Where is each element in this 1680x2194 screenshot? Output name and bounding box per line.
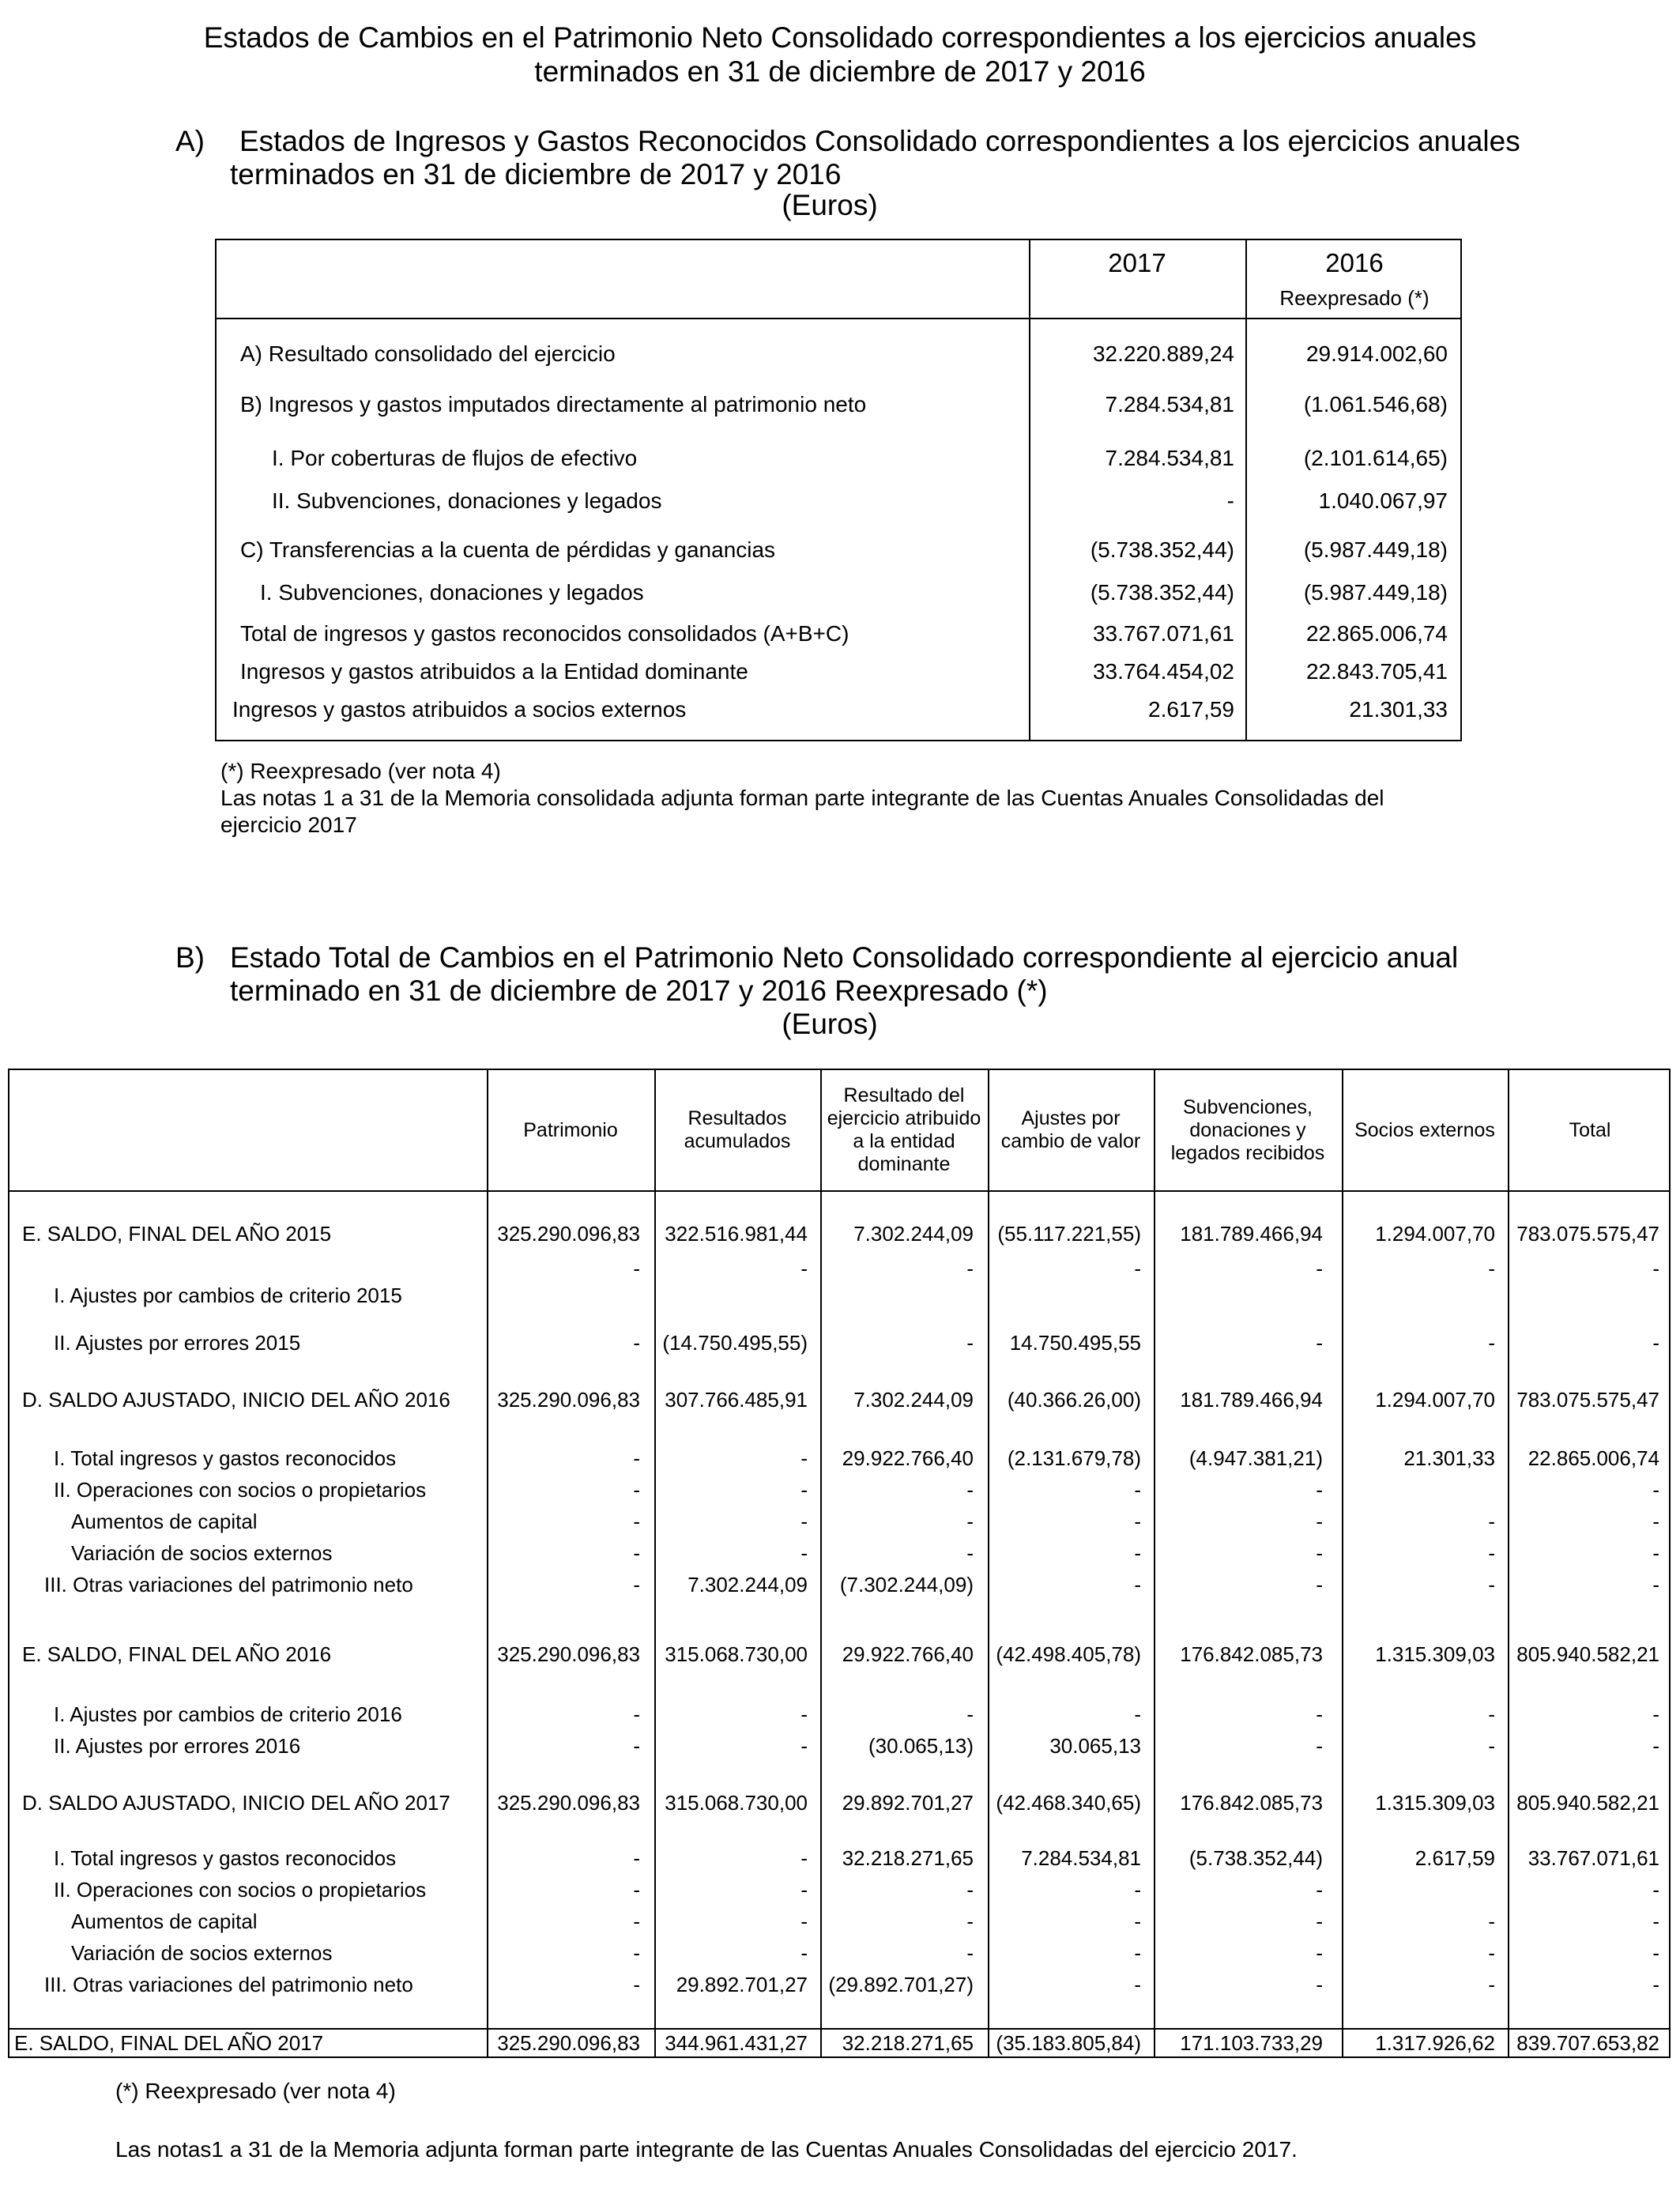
section-a-notes-line-1: Las notas 1 a 31 de la Memoria consolidada adjunta forman parte integrante de las Cuentas Anuales Consolidadas del (220, 786, 1384, 810)
row-cell: - (800, 1541, 808, 1565)
table-row (9, 1788, 1669, 1818)
row-cell: 22.865.006,74 (1527, 1446, 1659, 1470)
row-cell: 7.302.244,09 (853, 1388, 974, 1412)
section-a-restated-note: (*) Reexpresado (ver nota 4) (220, 759, 501, 783)
row-cell: - (966, 1257, 974, 1280)
row-label: I. Total ingresos y gastos reconocidos (54, 1846, 397, 1870)
row-cell: - (1316, 1510, 1323, 1533)
row-cell: 7.302.244,09 (853, 1222, 974, 1246)
row-cell: - (633, 1446, 640, 1470)
row-cell: - (966, 1541, 974, 1565)
row-label: Aumentos de capital (71, 1510, 258, 1533)
value-2016: (5.987.449,18) (1303, 537, 1448, 562)
row-cell: - (1652, 1257, 1659, 1280)
col-header-2016-restated: Reexpresado (*) (1279, 286, 1430, 310)
table-row (9, 1938, 1669, 1968)
table-row (217, 618, 1460, 650)
row-label: Ingresos y gastos atribuidos a la Entidad dominante (240, 659, 748, 684)
row-label: II. Operaciones con socios o propietarios (54, 1878, 427, 1902)
row-cell: - (1316, 1573, 1323, 1596)
section-b-letter: B) (175, 941, 205, 974)
row-cell: - (1316, 1909, 1323, 1933)
row-cell: - (1652, 1878, 1659, 1902)
row-cell: - (633, 1573, 640, 1596)
row-cell: - (1134, 1478, 1141, 1502)
col-header-ajustes-valor: Ajustes por cambio de valor (1000, 1107, 1141, 1152)
row-cell: 33.767.071,61 (1527, 1846, 1659, 1870)
table-row (217, 443, 1460, 474)
table-row (9, 1506, 1669, 1536)
row-cell: 32.218.271,65 (842, 1846, 974, 1870)
row-cell: - (633, 1478, 640, 1502)
row-label: III. Otras variaciones del patrimonio neto (44, 1973, 413, 1996)
section-a-heading-line-2: terminados en 31 de diciembre de 2017 y 2016 (230, 158, 842, 190)
table-row (9, 1906, 1669, 1936)
row-cell: - (633, 1331, 640, 1355)
table-row (9, 1970, 1669, 2000)
row-cell: 181.789.466,94 (1180, 1222, 1323, 1246)
row-cell: 2.617,59 (1414, 1846, 1495, 1870)
value-2016: (5.987.449,18) (1303, 580, 1448, 605)
row-cell: - (1488, 1510, 1495, 1533)
row-cell: - (1652, 1702, 1659, 1726)
value-2016: (1.061.546,68) (1303, 392, 1448, 417)
row-cell: 315.068.730,00 (665, 1642, 808, 1666)
row-cell: - (1134, 1541, 1141, 1565)
table-row (9, 2028, 1669, 2058)
value-2017: 7.284.534,81 (1105, 392, 1234, 417)
row-cell: - (1316, 1973, 1323, 1996)
row-cell: - (1316, 1734, 1323, 1758)
value-2016: 21.301,33 (1349, 697, 1448, 722)
row-cell: - (633, 1941, 640, 1965)
row-cell: 14.750.495,55 (1009, 1331, 1141, 1355)
row-cell: - (1652, 1909, 1659, 1933)
row-label: I. Ajustes por cambios de criterio 2015 (54, 1284, 402, 1307)
row-cell: - (800, 1702, 808, 1726)
table-row (217, 534, 1460, 566)
row-cell: - (800, 1478, 808, 1502)
row-cell: - (633, 1846, 640, 1870)
row-cell: - (1316, 1541, 1323, 1565)
row-cell: - (800, 1941, 808, 1965)
table-row (9, 1385, 1669, 1415)
value-2017: 33.764.454,02 (1092, 659, 1234, 684)
section-a-notes-line-2: ejercicio 2017 (220, 812, 357, 837)
row-cell: (7.302.244,09) (839, 1573, 974, 1596)
row-cell: 29.892.701,27 (676, 1973, 808, 1996)
row-cell: 307.766.485,91 (665, 1388, 808, 1412)
row-cell: - (1134, 1257, 1141, 1280)
table-row (9, 1639, 1669, 1669)
row-cell: - (966, 1909, 974, 1933)
col-header-patrimonio: Patrimonio (523, 1118, 618, 1141)
table-row (217, 577, 1460, 609)
row-cell: 315.068.730,00 (665, 1791, 808, 1815)
row-cell: - (1134, 1973, 1141, 1996)
row-cell: 1.294.007,70 (1375, 1388, 1495, 1412)
row-cell: - (1488, 1257, 1495, 1280)
row-cell: - (800, 1257, 808, 1280)
row-label: A) Resultado consolidado del ejercicio (240, 341, 616, 366)
value-2016: 1.040.067,97 (1318, 488, 1448, 513)
document-title-line-2: terminados en 31 de diciembre de 2017 y 2016 (534, 55, 1146, 88)
row-cell: - (1316, 1941, 1323, 1965)
col-header-socios-externos: Socios externos (1354, 1118, 1495, 1141)
row-label: I. Total ingresos y gastos reconocidos (54, 1446, 397, 1470)
row-label: Variación de socios externos (71, 1541, 333, 1565)
row-cell: - (1134, 1909, 1141, 1933)
row-cell: 1.315.309,03 (1375, 1642, 1495, 1666)
row-cell: (4.947.381,21) (1188, 1446, 1323, 1470)
row-cell: - (800, 1878, 808, 1902)
row-cell: - (966, 1941, 974, 1965)
equity-changes-table (8, 1069, 1671, 2058)
row-cell: - (633, 1510, 640, 1533)
row-label: E. SALDO, FINAL DEL AÑO 2016 (22, 1642, 332, 1666)
row-cell: - (1652, 1510, 1659, 1533)
table-row (9, 1699, 1669, 1729)
row-cell: - (633, 1257, 640, 1280)
row-cell: - (1316, 1702, 1323, 1726)
table-row (9, 1219, 1669, 1249)
table-row (9, 1538, 1669, 1568)
row-cell: - (1316, 1257, 1323, 1280)
row-cell: - (800, 1846, 808, 1870)
row-cell: - (1488, 1973, 1495, 1996)
row-cell: - (1134, 1573, 1141, 1596)
value-2017: (5.738.352,44) (1090, 580, 1234, 605)
row-cell: 1.317.926,62 (1375, 2031, 1495, 2055)
row-cell: - (1316, 1878, 1323, 1902)
row-cell: - (1488, 1702, 1495, 1726)
row-cell: 176.842.085,73 (1180, 1791, 1323, 1815)
row-label: B) Ingresos y gastos imputados directamente al patrimonio neto (240, 392, 867, 417)
row-cell: 30.065,13 (1049, 1734, 1141, 1758)
row-cell: - (1652, 1973, 1659, 1996)
row-cell: - (1316, 1331, 1323, 1355)
value-2016: 29.914.002,60 (1305, 341, 1448, 366)
income-expense-table (215, 239, 1462, 741)
row-cell: 171.103.733,29 (1180, 2031, 1323, 2055)
col-header-2017: 2017 (1108, 248, 1166, 277)
section-a-letter: A) (175, 125, 205, 157)
row-cell: - (633, 1973, 640, 1996)
row-cell: - (1316, 1478, 1323, 1502)
row-cell: 805.940.582,21 (1516, 1642, 1659, 1666)
section-a-heading-line-1: Estados de Ingresos y Gastos Reconocidos Consolidado correspondientes a los ejercicios anuales (239, 125, 1520, 157)
table-row (9, 1843, 1669, 1873)
row-cell: - (1652, 1734, 1659, 1758)
value-2017: 7.284.534,81 (1105, 446, 1234, 470)
row-label: Total de ingresos y gastos reconocidos consolidados (A+B+C) (240, 621, 849, 646)
value-2016: (2.101.614,65) (1303, 446, 1448, 470)
row-label: I. Por coberturas de flujos de efectivo (272, 446, 638, 470)
table-a-header-rule (217, 318, 1460, 319)
value-2017: - (1226, 488, 1234, 513)
row-cell: - (800, 1734, 808, 1758)
row-label: I. Subvenciones, donaciones y legados (260, 580, 644, 605)
row-label: Aumentos de capital (71, 1909, 258, 1933)
row-cell: 176.842.085,73 (1180, 1642, 1323, 1666)
table-row (9, 1328, 1669, 1358)
row-cell: 1.294.007,70 (1375, 1222, 1495, 1246)
row-cell: 1.315.309,03 (1375, 1791, 1495, 1815)
row-cell: (42.468.340,65) (996, 1791, 1141, 1815)
row-cell: - (966, 1331, 974, 1355)
row-cell: - (633, 1541, 640, 1565)
row-label: Ingresos y gastos atribuidos a socios externos (232, 697, 687, 722)
row-label: II. Subvenciones, donaciones y legados (272, 488, 662, 513)
section-a-unit: (Euros) (782, 189, 878, 221)
row-cell: - (1488, 1331, 1495, 1355)
row-label: D. SALDO AJUSTADO, INICIO DEL AÑO 2016 (22, 1388, 450, 1412)
row-cell: - (1488, 1734, 1495, 1758)
value-2017: 32.220.889,24 (1092, 341, 1234, 366)
row-cell: - (966, 1878, 974, 1902)
row-cell: - (633, 1878, 640, 1902)
row-label: E. SALDO, FINAL DEL AÑO 2017 (14, 2031, 324, 2055)
row-cell: 325.290.096,83 (497, 1791, 640, 1815)
row-cell: - (1652, 1541, 1659, 1565)
col-header-resultados-acumulados: Resultados acumulados (684, 1107, 791, 1152)
section-b-unit: (Euros) (782, 1008, 878, 1040)
row-cell: - (966, 1478, 974, 1502)
row-cell: 7.284.534,81 (1021, 1846, 1141, 1870)
document-title-line-1: Estados de Cambios en el Patrimonio Neto Consolidado correspondientes a los ejercicios anuales (203, 21, 1477, 54)
section-b-heading-line-1: Estado Total de Cambios en el Patrimonio Neto Consolidado correspondiente al ejercicio anual (230, 941, 1459, 974)
row-cell: 7.302.244,09 (687, 1573, 808, 1596)
row-label: I. Ajustes por cambios de criterio 2016 (54, 1702, 402, 1726)
row-cell: - (1652, 1941, 1659, 1965)
row-label: II. Operaciones con socios o propietarios (54, 1478, 427, 1502)
row-cell: - (966, 1702, 974, 1726)
row-cell: - (1652, 1573, 1659, 1596)
row-cell: - (1488, 1941, 1495, 1965)
row-label: E. SALDO, FINAL DEL AÑO 2015 (22, 1222, 332, 1246)
col-header-resultado-ejercicio: Resultado del ejercicio atribuido a la entidad dominante (827, 1084, 981, 1175)
row-label: C) Transferencias a la cuenta de pérdidas y ganancias (240, 537, 776, 562)
row-cell: (42.498.405,78) (996, 1642, 1141, 1666)
row-cell: - (966, 1510, 974, 1533)
row-cell: 29.892.701,27 (842, 1791, 974, 1815)
row-cell: - (1488, 1541, 1495, 1565)
row-cell: - (1134, 1941, 1141, 1965)
row-cell: - (1652, 1331, 1659, 1355)
table-row (217, 338, 1460, 370)
value-2017: (5.738.352,44) (1090, 537, 1234, 562)
row-label: II. Ajustes por errores 2015 (54, 1331, 301, 1355)
row-cell: - (800, 1909, 808, 1933)
section-b-notes: Las notas1 a 31 de la Memoria adjunta forman parte integrante de las Cuentas Anuales Consolidadas del ejercicio 2017. (115, 2137, 1298, 2162)
row-cell: 29.922.766,40 (842, 1446, 974, 1470)
row-cell: - (1134, 1878, 1141, 1902)
row-cell: - (1134, 1702, 1141, 1726)
row-cell: 805.940.582,21 (1516, 1791, 1659, 1815)
row-cell: 344.961.431,27 (665, 2031, 808, 2055)
table-row (9, 1475, 1669, 1505)
row-cell: 322.516.981,44 (665, 1222, 808, 1246)
value-2017: 2.617,59 (1148, 697, 1234, 722)
row-cell: (5.738.352,44) (1188, 1846, 1323, 1870)
row-cell: 839.707.653,82 (1516, 2031, 1659, 2055)
row-cell: - (800, 1446, 808, 1470)
row-cell: 181.789.466,94 (1180, 1388, 1323, 1412)
table-row (217, 389, 1460, 420)
row-label: III. Otras variaciones del patrimonio neto (44, 1573, 413, 1596)
table-b-header-rule (9, 1190, 1669, 1192)
row-cell: 325.290.096,83 (497, 2031, 640, 2055)
value-2016: 22.865.006,74 (1305, 621, 1448, 646)
table-row (9, 1280, 1669, 1310)
row-cell: (30.065,13) (868, 1734, 974, 1758)
row-cell: 21.301,33 (1403, 1446, 1495, 1470)
row-label: II. Ajustes por errores 2016 (54, 1734, 301, 1758)
table-row (217, 694, 1460, 726)
section-b-restated-note: (*) Reexpresado (ver nota 4) (115, 2079, 396, 2103)
row-cell: (29.892.701,27) (828, 1973, 974, 1996)
table-row (9, 1253, 1669, 1284)
row-label: Variación de socios externos (71, 1941, 333, 1965)
table-row (217, 485, 1460, 517)
col-header-total: Total (1569, 1118, 1611, 1141)
row-cell: (55.117.221,55) (997, 1222, 1141, 1246)
row-cell: 783.075.575,47 (1516, 1388, 1659, 1412)
row-cell: - (1652, 1478, 1659, 1502)
value-2017: 33.767.071,61 (1092, 621, 1234, 646)
value-2016: 22.843.705,41 (1305, 659, 1448, 684)
table-row (9, 1875, 1669, 1905)
row-cell: (40.366.26,00) (1007, 1388, 1141, 1412)
row-cell: 325.290.096,83 (497, 1222, 640, 1246)
table-row (9, 1570, 1669, 1600)
col-header-2016: 2016 (1325, 248, 1384, 277)
row-cell: - (633, 1909, 640, 1933)
row-label: D. SALDO AJUSTADO, INICIO DEL AÑO 2017 (22, 1791, 450, 1815)
row-cell: 325.290.096,83 (497, 1388, 640, 1412)
row-cell: - (633, 1702, 640, 1726)
row-cell: - (1488, 1909, 1495, 1933)
col-header-subvenciones: Subvenciones, donaciones y legados recibidos (1170, 1095, 1325, 1164)
table-row (9, 1443, 1669, 1473)
row-cell: (14.750.495,55) (662, 1331, 808, 1355)
section-b-heading-line-2: terminado en 31 de diciembre de 2017 y 2016 Reexpresado (*) (230, 974, 1048, 1007)
row-cell: 29.922.766,40 (842, 1642, 974, 1666)
row-cell: 783.075.575,47 (1516, 1222, 1659, 1246)
table-row (217, 656, 1460, 688)
row-cell: (35.183.805,84) (996, 2031, 1141, 2055)
row-cell: - (1134, 1510, 1141, 1533)
row-cell: 325.290.096,83 (497, 1642, 640, 1666)
row-cell: 32.218.271,65 (842, 2031, 974, 2055)
row-cell: - (633, 1734, 640, 1758)
row-cell: (2.131.679,78) (1007, 1446, 1141, 1470)
table-row (9, 1731, 1669, 1761)
row-cell: - (1488, 1573, 1495, 1596)
row-cell: - (800, 1510, 808, 1533)
